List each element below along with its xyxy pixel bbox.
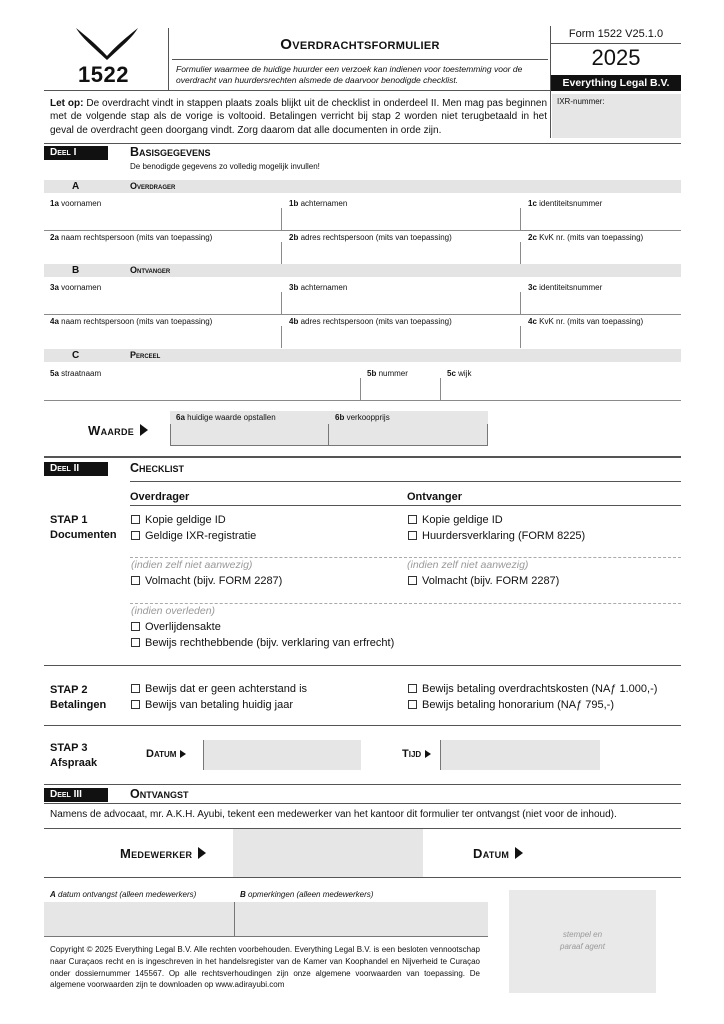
company-badge: Everything Legal B.V. xyxy=(551,75,681,91)
checkbox-overdrachtskosten[interactable]: Bewijs betaling overdrachtskosten (NAƒ 1.000,-) xyxy=(408,681,657,697)
deel-2-title: Checklist xyxy=(130,461,185,475)
afspraak-tijd-label: Tijd xyxy=(402,748,431,760)
section-a-title: Overdrager xyxy=(130,181,176,191)
checkbox-huurdersverklaring[interactable]: Huurdersverklaring (FORM 8225) xyxy=(408,528,585,544)
section-b-bar xyxy=(44,264,681,277)
logo-number: 1522 xyxy=(78,62,129,87)
stap-1-ontvanger-list xyxy=(408,512,585,544)
deel-3-tag: Deel III xyxy=(44,788,108,802)
deel-3-text: Namens de advocaat, mr. A.K.H. Ayubi, tekent een medewerker van het kantoor dit formulier ter ontvangst (niet voor de inhoud). xyxy=(50,809,617,820)
checkbox-volmacht-overdrager[interactable]: Volmacht (bijv. FORM 2287) xyxy=(131,573,282,589)
field-1a-label: 1a voornamen xyxy=(50,199,102,208)
opmerkingen-field[interactable] xyxy=(234,902,488,936)
stap-1-overdrager-list xyxy=(131,512,256,544)
field-5b-label: 5b nummer xyxy=(367,369,408,378)
footer-copyright: Copyright © 2025 Everything Legal B.V. Alle rechten voorbehouden. Everything Legal B.V. is een besloten vennootschap naar Curaçaos recht en is ingeschreven in het handelsregister van de Kamer van Koophandel en Nijverheid te Curaçao onder dossiernummer 145567. Op alle rechtsverhoudingen zijn onze algemene voorwaarden van toepassing. De algemene voorwaarden zijn te downloaden op www.adirayubi.com xyxy=(50,945,480,990)
stamp-label: stempel en paraaf agent xyxy=(560,930,605,951)
checkbox-honorarium[interactable]: Bewijs betaling honorarium (NAƒ 795,-) xyxy=(408,697,657,713)
deel-2-tag: Deel II xyxy=(44,462,108,476)
let-op-label: Let op: xyxy=(50,98,84,109)
stap-1-label: STAP 1 Documenten xyxy=(50,514,117,541)
field-1b-label: 1b achternamen xyxy=(289,199,348,208)
field-4a-label: 4a naam rechtspersoon (mits van toepassing) xyxy=(50,317,213,326)
field-5a-label: 5a straatnaam xyxy=(50,369,102,378)
section-c-bar xyxy=(44,349,681,362)
form-year: 2025 xyxy=(591,45,641,70)
stap-2-ontvanger-list xyxy=(408,681,657,713)
arrow-right-icon xyxy=(140,424,148,436)
stap-2-label: STAP 2 Betalingen xyxy=(50,684,107,711)
field-3a-label: 3a voornamen xyxy=(50,283,102,292)
deel-1-title: Basisgegevens xyxy=(130,145,211,159)
checkbox-ixr-registratie[interactable]: Geldige IXR-registratie xyxy=(131,528,256,544)
form-code: Form 1522 V25.1.0 xyxy=(568,28,664,40)
field-5c-label: 5c wijk xyxy=(447,369,472,378)
field-4b-label: 4b adres rechtspersoon (mits van toepassing) xyxy=(289,317,452,326)
field-2b-label: 2b adres rechtspersoon (mits van toepassing) xyxy=(289,233,452,242)
intro-notice xyxy=(50,97,547,137)
field-3c-label: 3c identiteitsnummer xyxy=(528,283,603,292)
checkbox-geen-achterstand[interactable]: Bewijs dat er geen achterstand is xyxy=(131,681,307,697)
medewerker-field[interactable] xyxy=(233,829,423,877)
waarde-label: Waarde xyxy=(88,423,148,438)
arrow-right-icon xyxy=(515,847,523,859)
field-2c-label: 2c KvK nr. (mits van toepassing) xyxy=(528,233,644,242)
arrow-right-icon xyxy=(180,750,186,758)
afspraak-tijd-field[interactable] xyxy=(440,740,600,770)
afspraak-datum-label: Datum xyxy=(146,748,186,760)
section-b-letter: B xyxy=(72,265,80,276)
section-a-letter: A xyxy=(72,181,80,192)
datum-ontvangst-field[interactable] xyxy=(44,902,234,936)
stap-3-label: STAP 3 Afspraak xyxy=(50,742,98,769)
form-subtitle: Formulier waarmee de huidige huurder een verzoek kan indienen voor toestemming voor de overdracht van huurdersrechten alsmede de daarvoor benodigde checklist. xyxy=(176,64,523,85)
deel-1-subtitle: De benodigde gegevens zo volledig mogelijk invullen! xyxy=(130,162,320,171)
deel-3-title: Ontvangst xyxy=(130,787,189,801)
checkbox-bewijs-rechthebbende[interactable]: Bewijs rechthebbende (bijv. verklaring van erfrecht) xyxy=(131,635,394,651)
col-overdrager-header: Overdrager xyxy=(130,491,190,503)
field-1-row[interactable] xyxy=(44,230,681,231)
checkbox-kopie-id-overdrager[interactable]: Kopie geldige ID xyxy=(131,512,256,528)
field-6a-label: 6a huidige waarde opstallen xyxy=(176,413,276,422)
bird-logo-icon xyxy=(72,26,142,60)
checkbox-overlijdensakte[interactable]: Overlijdensakte xyxy=(131,619,394,635)
col-ontvanger-header: Ontvanger xyxy=(407,491,463,503)
deceased-list xyxy=(131,619,394,651)
note-absent-ontvanger: (indien zelf niet aanwezig) xyxy=(407,559,529,571)
field-3b-label: 3b achternamen xyxy=(289,283,348,292)
intro-text: De overdracht vindt in stappen plaats zoals blijkt uit de checklist in onderdeel II. Men mag pas beginnen met de volgende stap als de vorige is voltooid. Betalingen verricht bij stap 2 worden niet terugbetaald in het geval de overdracht geen doorgang vindt. Zorg daarom dat alle documenten in orde zijn. xyxy=(50,98,547,136)
section-a-bar xyxy=(44,180,681,193)
field-1c-label: 1c identiteitsnummer xyxy=(528,199,603,208)
note-absent-overdrager: (indien zelf niet aanwezig) xyxy=(131,559,253,571)
section-c-letter: C xyxy=(72,350,80,361)
section-b-title: Ontvanger xyxy=(130,265,171,275)
field-4c-label: 4c KvK nr. (mits van toepassing) xyxy=(528,317,644,326)
logo xyxy=(72,26,142,88)
ixr-number-label: IXR-nummer: xyxy=(557,97,605,106)
checkbox-volmacht-ontvanger[interactable]: Volmacht (bijv. FORM 2287) xyxy=(408,573,559,589)
checkbox-kopie-id-ontvanger[interactable]: Kopie geldige ID xyxy=(408,512,585,528)
form-title: Overdrachtsformulier xyxy=(280,36,440,53)
note-deceased: (indien overleden) xyxy=(131,605,216,617)
arrow-right-icon xyxy=(425,750,431,758)
field-2a-label: 2a naam rechtspersoon (mits van toepassing) xyxy=(50,233,213,242)
stap-2-overdrager-list xyxy=(131,681,307,713)
field-b-label: B opmerkingen (alleen medewerkers) xyxy=(240,890,374,899)
field-6b-label: 6b verkoopprijs xyxy=(335,413,390,422)
checkbox-betaling-huidig-jaar[interactable]: Bewijs van betaling huidig jaar xyxy=(131,697,307,713)
medewerker-label: Medewerker xyxy=(120,846,206,861)
deel-1-tag: Deel I xyxy=(44,146,108,160)
section-c-title: Perceel xyxy=(130,350,161,360)
field-a-label: A datum ontvangst (alleen medewerkers) xyxy=(50,890,197,899)
arrow-right-icon xyxy=(198,847,206,859)
ontvangst-datum-label: Datum xyxy=(473,846,523,861)
afspraak-datum-field[interactable] xyxy=(203,740,361,770)
